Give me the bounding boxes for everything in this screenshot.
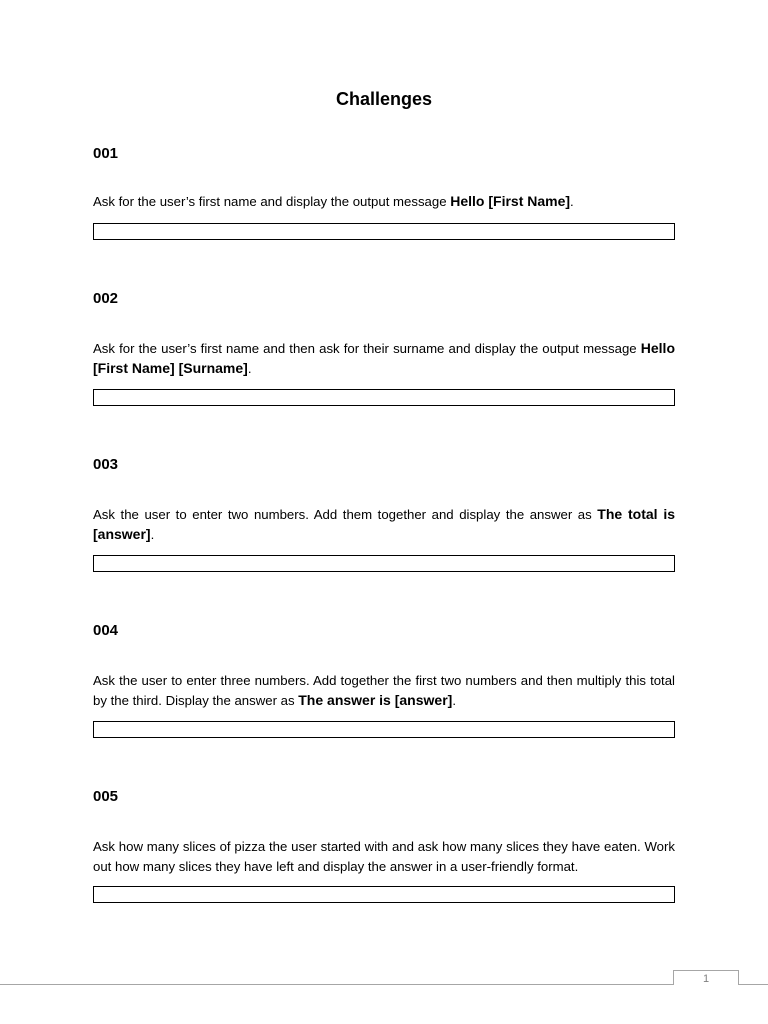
- challenge-number: 002: [93, 290, 119, 307]
- challenge-text-prefix: Ask the user to enter two numbers. Add them together and display the answer as: [93, 507, 598, 522]
- challenge-description: [93, 339, 675, 378]
- challenge-output-message: The total is [answer]: [93, 506, 675, 542]
- challenge-number: 005: [93, 788, 119, 805]
- answer-box[interactable]: [93, 389, 675, 406]
- answer-box[interactable]: [93, 555, 675, 572]
- challenge-output-message: Hello [First Name]: [450, 193, 571, 209]
- challenge-text-prefix: Ask for the user’s first name and display the output message: [93, 194, 451, 209]
- challenge-description: [93, 837, 675, 876]
- challenge-text-suffix: .: [570, 194, 574, 209]
- page-number: 1: [673, 970, 739, 985]
- challenge-number: 003: [93, 456, 119, 473]
- answer-box[interactable]: [93, 886, 675, 903]
- challenge-description: [93, 192, 675, 212]
- challenge-text-prefix: Ask for the user’s first name and then ask for their surname and display the output message: [93, 341, 641, 356]
- challenge-text-prefix: Ask the user to enter three numbers. Add together the first two numbers and then multiply this total by the third. Display the answer as: [93, 673, 675, 708]
- footer-rule: [0, 984, 768, 985]
- challenge-text-suffix: .: [247, 360, 252, 376]
- answer-box[interactable]: [93, 223, 675, 240]
- page-title: Challenges: [335, 89, 433, 109]
- challenge-output-message: The answer is [answer]: [298, 691, 453, 708]
- answer-box[interactable]: [93, 721, 675, 738]
- challenge-text-suffix: .: [150, 526, 155, 542]
- challenge-description: [93, 671, 675, 710]
- challenge-output-message: Hello [First Name] [Surname]: [93, 340, 675, 376]
- challenge-number: 001: [93, 145, 119, 162]
- challenge-text-suffix: .: [452, 692, 456, 708]
- challenge-number: 004: [93, 622, 119, 639]
- challenge-description: [93, 505, 675, 544]
- challenge-text-prefix: Ask how many slices of pizza the user started with and ask how many slices they have eaten. Work out how many slices they have left and display the answer in a user-friendly format.: [93, 839, 675, 874]
